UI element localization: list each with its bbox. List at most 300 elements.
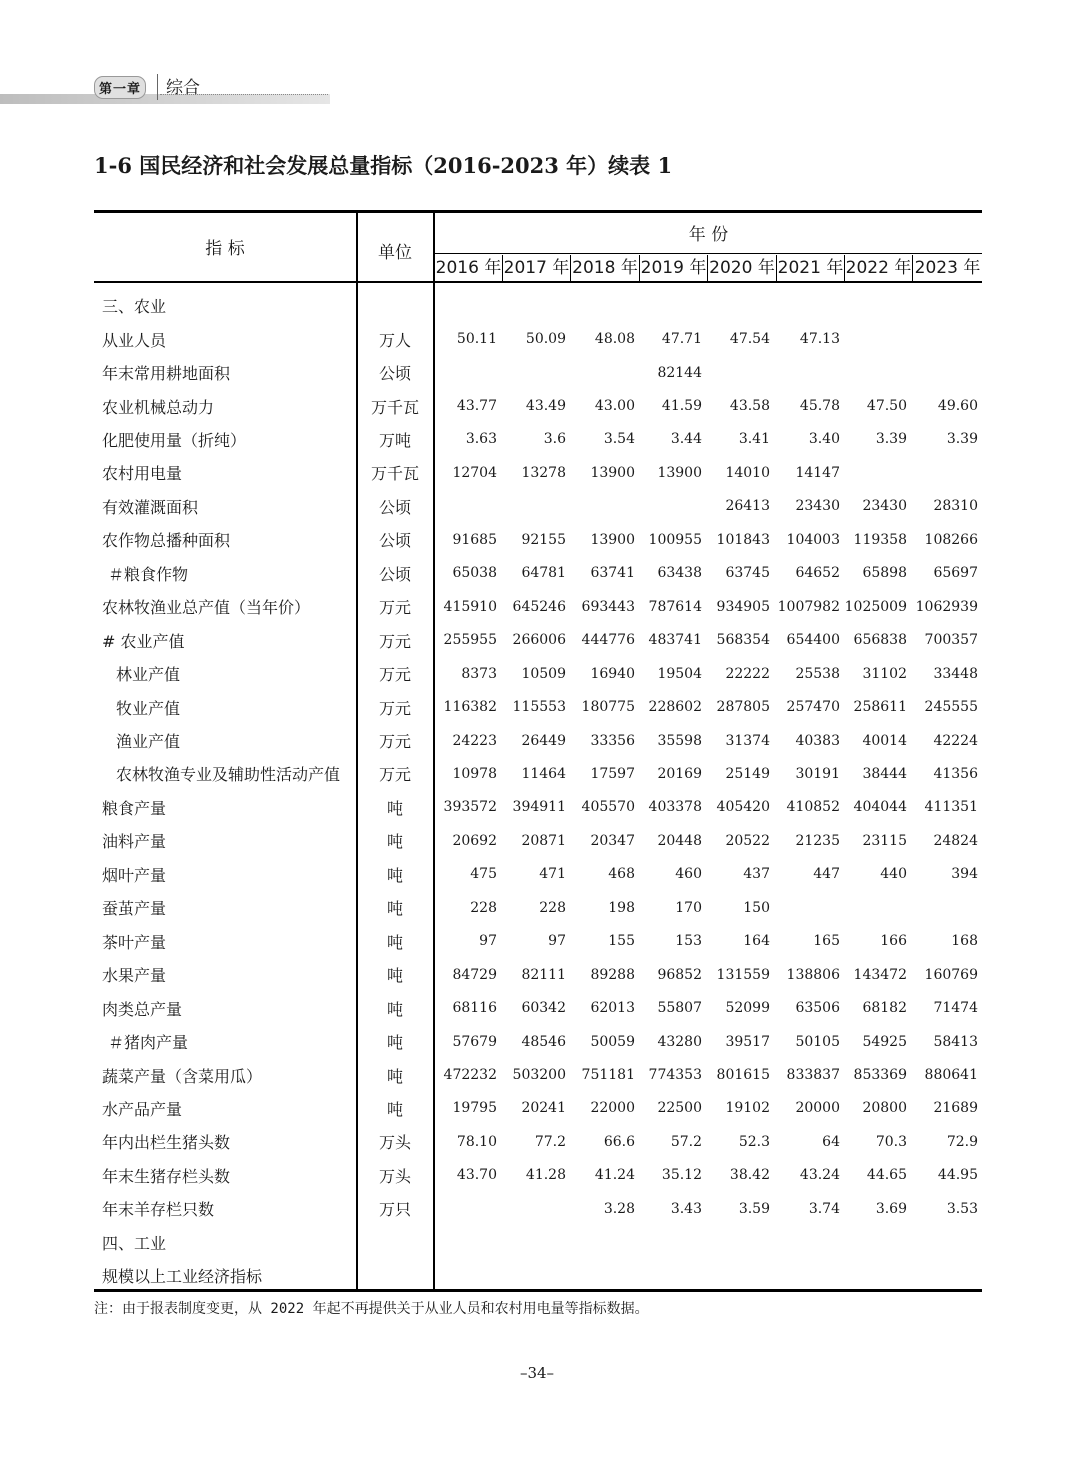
value-cell: 30191 bbox=[795, 765, 840, 782]
unit-cell: 万元 bbox=[378, 732, 411, 752]
value-cell: 228602 bbox=[648, 699, 702, 716]
value-cell: 28310 bbox=[933, 498, 978, 515]
value-cell: 45.78 bbox=[799, 398, 840, 415]
value-cell: 403378 bbox=[648, 799, 702, 816]
value-cell: 13900 bbox=[590, 531, 635, 548]
value-cell: 405420 bbox=[716, 799, 770, 816]
value-cell: 801615 bbox=[716, 1067, 770, 1084]
value-cell: 255955 bbox=[443, 632, 497, 649]
value-cell: 23430 bbox=[795, 498, 840, 515]
value-cell: 33356 bbox=[590, 732, 635, 749]
value-cell: 82111 bbox=[521, 966, 566, 983]
value-cell: 42224 bbox=[933, 732, 978, 749]
value-cell: 43.77 bbox=[456, 398, 497, 415]
value-cell: 41.24 bbox=[594, 1167, 635, 1184]
value-cell: 411351 bbox=[924, 799, 978, 816]
value-cell bbox=[838, 289, 907, 322]
value-cell: 43.58 bbox=[729, 398, 770, 415]
value-cell: 405570 bbox=[581, 799, 635, 816]
value-cell bbox=[909, 322, 978, 355]
year-header: 2016 年 bbox=[435, 258, 502, 278]
value-cell: 64652 bbox=[795, 565, 840, 582]
unit-cell: 公顷 bbox=[378, 364, 411, 384]
value-cell: 170 bbox=[675, 899, 702, 916]
col-header-years-group: 年 份 bbox=[688, 225, 729, 245]
value-cell bbox=[633, 490, 702, 523]
value-cell: 258611 bbox=[853, 699, 907, 716]
year-header: 2018 年 bbox=[570, 255, 639, 281]
value-cell: 394 bbox=[951, 866, 978, 883]
value-cell: 19795 bbox=[452, 1100, 497, 1117]
value-cell: 52099 bbox=[725, 1000, 770, 1017]
indicator-cell: 蚕茧产量 bbox=[102, 899, 167, 919]
unit-cell: 公顷 bbox=[378, 497, 411, 517]
table-row bbox=[94, 523, 982, 556]
value-cell bbox=[566, 1226, 635, 1259]
value-cell: 39517 bbox=[725, 1033, 770, 1050]
table-row bbox=[94, 590, 982, 623]
value-cell: 160769 bbox=[924, 966, 978, 983]
value-cell: 40383 bbox=[795, 732, 840, 749]
value-cell: 3.53 bbox=[946, 1200, 978, 1217]
unit-cell: 万头 bbox=[378, 1133, 411, 1153]
value-cell: 228 bbox=[539, 899, 566, 916]
value-cell bbox=[771, 1259, 840, 1292]
value-cell: 568354 bbox=[716, 632, 770, 649]
value-cell: 96852 bbox=[657, 966, 702, 983]
unit-cell: 万元 bbox=[378, 598, 411, 618]
value-cell: 20241 bbox=[521, 1100, 566, 1117]
chapter-badge: 第一章 bbox=[94, 76, 146, 99]
value-cell: 155 bbox=[608, 933, 635, 950]
value-cell bbox=[566, 289, 635, 322]
value-cell bbox=[701, 356, 770, 389]
table-row bbox=[94, 824, 982, 857]
value-cell: 47.54 bbox=[729, 331, 770, 348]
value-cell: 16940 bbox=[590, 665, 635, 682]
indicator-cell: 三、农业 bbox=[102, 297, 167, 317]
value-cell: 66.6 bbox=[603, 1133, 635, 1150]
unit-cell: 万人 bbox=[378, 330, 411, 350]
table-row bbox=[94, 490, 982, 523]
indicator-cell: 四、工业 bbox=[102, 1233, 167, 1253]
value-cell: 10509 bbox=[521, 665, 566, 682]
value-cell: 26449 bbox=[521, 732, 566, 749]
value-cell: 180775 bbox=[581, 699, 635, 716]
indicator-cell: 有效灌溉面积 bbox=[102, 497, 199, 517]
indicator-cell: 林业产值 bbox=[116, 665, 181, 685]
value-cell: 228 bbox=[470, 899, 497, 916]
value-cell: 774353 bbox=[648, 1067, 702, 1084]
indicator-cell: ＃猪肉产量 bbox=[108, 1033, 189, 1053]
value-cell: 444776 bbox=[581, 632, 635, 649]
unit-cell: 万元 bbox=[378, 665, 411, 685]
value-cell bbox=[428, 356, 497, 389]
value-cell: 100955 bbox=[648, 531, 702, 548]
value-cell: 404044 bbox=[853, 799, 907, 816]
unit-cell: 公顷 bbox=[378, 564, 411, 584]
value-cell: 12704 bbox=[452, 464, 497, 481]
indicator-cell: 农业机械总动力 bbox=[102, 397, 215, 417]
value-cell bbox=[909, 289, 978, 322]
table-row bbox=[94, 724, 982, 757]
value-cell: 89288 bbox=[590, 966, 635, 983]
value-cell: 104003 bbox=[786, 531, 840, 548]
unit-cell: 吨 bbox=[386, 1099, 403, 1119]
table-top-rule bbox=[94, 210, 982, 213]
value-cell: 97 bbox=[548, 933, 566, 950]
table-row bbox=[94, 858, 982, 891]
value-cell: 460 bbox=[675, 866, 702, 883]
unit-cell: 万元 bbox=[378, 698, 411, 718]
value-cell: 833837 bbox=[786, 1067, 840, 1084]
value-cell: 471 bbox=[539, 866, 566, 883]
indicator-cell: # 农业产值 bbox=[102, 631, 185, 651]
value-cell: 483741 bbox=[648, 632, 702, 649]
indicator-cell: 规模以上工业经济指标 bbox=[102, 1267, 263, 1287]
value-cell: 44.95 bbox=[937, 1167, 978, 1184]
unit-cell: 万元 bbox=[378, 631, 411, 651]
value-cell bbox=[633, 1226, 702, 1259]
value-cell: 35598 bbox=[657, 732, 702, 749]
table-row bbox=[94, 891, 982, 924]
value-cell: 1062939 bbox=[915, 598, 978, 615]
value-cell: 71474 bbox=[933, 1000, 978, 1017]
table-row bbox=[94, 356, 982, 389]
value-cell: 20347 bbox=[590, 832, 635, 849]
value-cell: 41.59 bbox=[661, 398, 702, 415]
table-row bbox=[94, 456, 982, 489]
value-cell: 150 bbox=[743, 899, 770, 916]
value-cell: 50.09 bbox=[525, 331, 566, 348]
value-cell: 40014 bbox=[862, 732, 907, 749]
value-cell bbox=[497, 289, 566, 322]
value-cell bbox=[838, 1259, 907, 1292]
unit-cell: 吨 bbox=[386, 1066, 403, 1086]
value-cell: 20522 bbox=[725, 832, 770, 849]
value-cell: 68116 bbox=[452, 1000, 497, 1017]
value-cell bbox=[497, 1259, 566, 1292]
value-cell: 164 bbox=[743, 933, 770, 950]
value-cell: 693443 bbox=[581, 598, 635, 615]
table-row bbox=[94, 757, 982, 790]
value-cell: 287805 bbox=[716, 699, 770, 716]
value-cell: 43.24 bbox=[799, 1167, 840, 1184]
value-cell bbox=[838, 1226, 907, 1259]
unit-cell: 吨 bbox=[386, 865, 403, 885]
value-cell: 116382 bbox=[443, 699, 497, 716]
unit-cell: 万元 bbox=[378, 765, 411, 785]
value-cell: 62013 bbox=[590, 1000, 635, 1017]
value-cell bbox=[497, 356, 566, 389]
unit-cell: 吨 bbox=[386, 966, 403, 986]
indicator-cell: 农林牧渔业总产值（当年价） bbox=[102, 598, 311, 618]
table-row bbox=[94, 657, 982, 690]
year-header: 2023 年 bbox=[912, 255, 982, 281]
value-cell: 65697 bbox=[933, 565, 978, 582]
value-cell bbox=[838, 322, 907, 355]
table-title: 1-6 国民经济和社会发展总量指标（2016-2023 年）续表 1 bbox=[94, 153, 673, 178]
value-cell: 3.39 bbox=[946, 431, 978, 448]
value-cell: 3.59 bbox=[738, 1200, 770, 1217]
col-header-indicator: 指 标 bbox=[205, 239, 245, 259]
value-cell bbox=[909, 1259, 978, 1292]
table-row bbox=[94, 624, 982, 657]
table-row bbox=[94, 690, 982, 723]
value-cell: 138806 bbox=[786, 966, 840, 983]
value-cell: 266006 bbox=[512, 632, 566, 649]
value-cell: 20448 bbox=[657, 832, 702, 849]
indicator-cell: 水果产量 bbox=[102, 966, 167, 986]
table-row bbox=[94, 958, 982, 991]
year-header: 2021 年 bbox=[776, 255, 844, 281]
year-header: 2019 年 bbox=[639, 255, 707, 281]
indicator-cell: 油料产量 bbox=[102, 832, 167, 852]
value-cell bbox=[771, 356, 840, 389]
value-cell: 55807 bbox=[657, 1000, 702, 1017]
value-cell: 8373 bbox=[461, 665, 497, 682]
value-cell: 92155 bbox=[521, 531, 566, 548]
value-cell bbox=[838, 356, 907, 389]
value-cell: 10978 bbox=[452, 765, 497, 782]
unit-cell bbox=[356, 289, 434, 322]
value-cell bbox=[701, 1259, 770, 1292]
value-cell bbox=[771, 1226, 840, 1259]
value-cell: 393572 bbox=[443, 799, 497, 816]
value-cell: 49.60 bbox=[937, 398, 978, 415]
value-cell bbox=[497, 1226, 566, 1259]
value-cell: 63741 bbox=[590, 565, 635, 582]
indicator-cell: 年内出栏生猪头数 bbox=[102, 1133, 231, 1153]
value-cell: 33448 bbox=[933, 665, 978, 682]
value-cell bbox=[633, 1259, 702, 1292]
value-cell: 13900 bbox=[590, 464, 635, 481]
unit-cell: 万吨 bbox=[378, 430, 411, 450]
value-cell: 472232 bbox=[443, 1067, 497, 1084]
value-cell bbox=[838, 891, 907, 924]
value-cell: 410852 bbox=[786, 799, 840, 816]
value-cell: 11464 bbox=[521, 765, 566, 782]
unit-cell bbox=[356, 1259, 434, 1292]
value-cell bbox=[428, 1226, 497, 1259]
value-cell: 58413 bbox=[933, 1033, 978, 1050]
value-cell: 50.11 bbox=[456, 331, 497, 348]
value-cell bbox=[633, 289, 702, 322]
value-cell: 751181 bbox=[581, 1067, 635, 1084]
value-cell: 65898 bbox=[862, 565, 907, 582]
value-cell: 25149 bbox=[725, 765, 770, 782]
value-cell: 57.2 bbox=[670, 1133, 702, 1150]
value-cell: 468 bbox=[608, 866, 635, 883]
indicator-cell: 年末生猪存栏头数 bbox=[102, 1166, 231, 1186]
unit-cell: 吨 bbox=[386, 999, 403, 1019]
value-cell: 934905 bbox=[716, 598, 770, 615]
value-cell: 14147 bbox=[795, 464, 840, 481]
value-cell: 19102 bbox=[725, 1100, 770, 1117]
value-cell: 3.6 bbox=[543, 431, 566, 448]
unit-cell: 公顷 bbox=[378, 531, 411, 551]
value-cell: 21235 bbox=[795, 832, 840, 849]
table-row bbox=[94, 423, 982, 456]
value-cell: 72.9 bbox=[946, 1133, 978, 1150]
value-cell: 168 bbox=[951, 933, 978, 950]
col-header-unit: 单位 bbox=[378, 243, 412, 263]
unit-cell: 万千瓦 bbox=[370, 464, 419, 484]
value-cell bbox=[497, 1192, 566, 1225]
value-cell: 63745 bbox=[725, 565, 770, 582]
indicator-cell: 牧业产值 bbox=[116, 698, 181, 718]
value-cell: 198 bbox=[608, 899, 635, 916]
value-cell: 3.39 bbox=[875, 431, 907, 448]
value-cell bbox=[428, 490, 497, 523]
value-cell: 17597 bbox=[590, 765, 635, 782]
value-cell: 415910 bbox=[443, 598, 497, 615]
value-cell: 437 bbox=[743, 866, 770, 883]
indicator-cell: 粮食产量 bbox=[102, 798, 167, 818]
value-cell: 24824 bbox=[933, 832, 978, 849]
value-cell: 78.10 bbox=[456, 1133, 497, 1150]
unit-cell: 万只 bbox=[378, 1200, 411, 1220]
value-cell: 41.28 bbox=[525, 1167, 566, 1184]
table-row bbox=[94, 389, 982, 422]
value-cell: 119358 bbox=[853, 531, 907, 548]
table-row bbox=[94, 557, 982, 590]
value-cell: 31102 bbox=[862, 665, 907, 682]
chapter-title: 综合 bbox=[166, 78, 200, 98]
value-cell: 1007982 bbox=[777, 598, 840, 615]
table-row bbox=[94, 1159, 982, 1192]
value-cell: 3.54 bbox=[603, 431, 635, 448]
value-cell: 35.12 bbox=[661, 1167, 702, 1184]
indicator-cell: 农林牧渔专业及辅助性活动产值 bbox=[116, 765, 341, 785]
value-cell: 31374 bbox=[725, 732, 770, 749]
value-cell bbox=[838, 456, 907, 489]
table-row bbox=[94, 1092, 982, 1125]
unit-cell: 吨 bbox=[386, 932, 403, 952]
indicator-cell: 烟叶产量 bbox=[102, 865, 167, 885]
year-header: 2020 年 bbox=[707, 255, 776, 281]
value-cell: 91685 bbox=[452, 531, 497, 548]
value-cell: 44.65 bbox=[866, 1167, 907, 1184]
indicator-cell: 农作物总播种面积 bbox=[102, 531, 231, 551]
value-cell: 23430 bbox=[862, 498, 907, 515]
table-row bbox=[94, 1058, 982, 1091]
value-cell: 38444 bbox=[862, 765, 907, 782]
value-cell: 21689 bbox=[933, 1100, 978, 1117]
value-cell: 503200 bbox=[512, 1067, 566, 1084]
value-cell: 700357 bbox=[924, 632, 978, 649]
value-cell: 3.43 bbox=[670, 1200, 702, 1217]
indicator-cell: 从业人员 bbox=[102, 330, 167, 350]
year-header: 2017 年 bbox=[502, 255, 570, 281]
value-cell: 153 bbox=[675, 933, 702, 950]
value-cell: 43.70 bbox=[456, 1167, 497, 1184]
value-cell: 3.41 bbox=[738, 431, 770, 448]
table-header-rule bbox=[94, 281, 982, 283]
value-cell: 245555 bbox=[924, 699, 978, 716]
value-cell: 24223 bbox=[452, 732, 497, 749]
value-cell: 20169 bbox=[657, 765, 702, 782]
value-cell: 57679 bbox=[452, 1033, 497, 1050]
unit-cell bbox=[356, 1226, 434, 1259]
table-row bbox=[94, 1025, 982, 1058]
value-cell: 447 bbox=[813, 866, 840, 883]
value-cell: 47.71 bbox=[661, 331, 702, 348]
value-cell: 20800 bbox=[862, 1100, 907, 1117]
value-cell: 19504 bbox=[657, 665, 702, 682]
table-row bbox=[94, 791, 982, 824]
value-cell bbox=[566, 490, 635, 523]
value-cell bbox=[701, 289, 770, 322]
value-cell bbox=[566, 356, 635, 389]
value-cell: 13900 bbox=[657, 464, 702, 481]
table-row bbox=[94, 322, 982, 355]
value-cell: 656838 bbox=[853, 632, 907, 649]
value-cell: 70.3 bbox=[875, 1133, 907, 1150]
value-cell bbox=[909, 891, 978, 924]
value-cell: 394911 bbox=[512, 799, 566, 816]
value-cell: 22222 bbox=[725, 665, 770, 682]
table-row bbox=[94, 1192, 982, 1225]
value-cell: 23115 bbox=[862, 832, 907, 849]
value-cell bbox=[771, 289, 840, 322]
years-group-rule bbox=[435, 253, 982, 254]
value-cell: 13278 bbox=[521, 464, 566, 481]
value-cell: 165 bbox=[813, 933, 840, 950]
value-cell: 60342 bbox=[521, 1000, 566, 1017]
value-cell: 63438 bbox=[657, 565, 702, 582]
value-cell: 3.63 bbox=[465, 431, 497, 448]
value-cell: 3.28 bbox=[603, 1200, 635, 1217]
value-cell: 3.40 bbox=[808, 431, 840, 448]
value-cell: 143472 bbox=[853, 966, 907, 983]
table-row bbox=[94, 1259, 982, 1292]
table-note: 注：由于报表制度变更，从 2022 年起不再提供关于从业人员和农村用电量等指标数据。 bbox=[94, 1301, 649, 1317]
value-cell: 1025009 bbox=[844, 598, 907, 615]
value-cell: 440 bbox=[880, 866, 907, 883]
value-cell bbox=[909, 1226, 978, 1259]
value-cell: 20871 bbox=[521, 832, 566, 849]
value-cell: 38.42 bbox=[729, 1167, 770, 1184]
value-cell: 25538 bbox=[795, 665, 840, 682]
table-row bbox=[94, 925, 982, 958]
indicator-cell: 化肥使用量（折纯） bbox=[102, 430, 247, 450]
value-cell: 787614 bbox=[648, 598, 702, 615]
page-number: –34– bbox=[519, 1364, 555, 1382]
chapter-separator bbox=[157, 74, 158, 100]
value-cell bbox=[701, 1226, 770, 1259]
indicator-cell: 肉类总产量 bbox=[102, 999, 183, 1019]
value-cell: 63506 bbox=[795, 1000, 840, 1017]
value-cell bbox=[909, 356, 978, 389]
value-cell: 43.00 bbox=[594, 398, 635, 415]
value-cell: 48.08 bbox=[594, 331, 635, 348]
unit-cell: 万头 bbox=[378, 1166, 411, 1186]
value-cell: 64 bbox=[822, 1133, 840, 1150]
value-cell: 115553 bbox=[512, 699, 566, 716]
value-cell: 3.44 bbox=[670, 431, 702, 448]
value-cell bbox=[428, 289, 497, 322]
unit-cell: 吨 bbox=[386, 1033, 403, 1053]
unit-cell: 万千瓦 bbox=[370, 397, 419, 417]
value-cell: 52.3 bbox=[738, 1133, 770, 1150]
value-cell: 77.2 bbox=[534, 1133, 566, 1150]
value-cell: 20692 bbox=[452, 832, 497, 849]
value-cell: 14010 bbox=[725, 464, 770, 481]
value-cell: 654400 bbox=[786, 632, 840, 649]
value-cell: 68182 bbox=[862, 1000, 907, 1017]
value-cell: 50105 bbox=[795, 1033, 840, 1050]
